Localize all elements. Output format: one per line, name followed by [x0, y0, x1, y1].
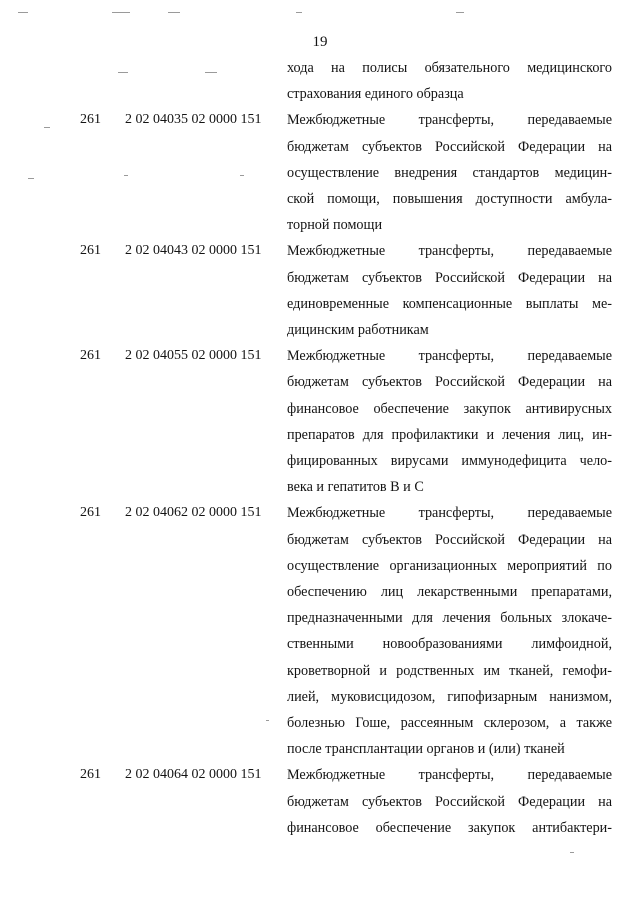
description-line: торной помощи: [287, 217, 383, 234]
table-row: [0, 500, 640, 762]
row-description: [287, 500, 612, 762]
scan-speck: [18, 12, 28, 13]
admin-code: 261: [80, 505, 101, 521]
row-description: [287, 343, 612, 500]
description-line: препаратов для профилактики и лечения лиц, ин-: [287, 426, 612, 443]
description-line: лией, муковисцидозом, гипофизарным нанизмом,: [287, 688, 612, 705]
description-line: Межбюджетные трансферты, передаваемые: [287, 243, 612, 260]
description-line: дицинским работникам: [287, 322, 429, 339]
table-row: [0, 343, 640, 500]
row-description: [287, 55, 612, 107]
description-line: после трансплантации органов и (или) тканей: [287, 741, 565, 758]
table-row: [0, 238, 640, 343]
description-line: бюджетам субъектов Российской Федерации на: [287, 531, 612, 548]
admin-code: 261: [80, 243, 101, 259]
description-line: кроветворной и родственных им тканей, гемофи-: [287, 662, 612, 679]
description-line: бюджетам субъектов Российской Федерации на: [287, 269, 612, 286]
description-line: Межбюджетные трансферты, передаваемые: [287, 505, 612, 522]
admin-code: 261: [80, 348, 101, 364]
description-line: предназначенными для лечения больных злокаче-: [287, 610, 612, 627]
scan-speck: [124, 175, 128, 176]
description-line: Межбюджетные трансферты, передаваемые: [287, 767, 612, 784]
scan-speck: [456, 12, 464, 13]
scan-speck: [44, 127, 50, 128]
classification-code: 2 02 04055 02 0000 151: [125, 348, 262, 364]
scan-speck: [112, 12, 130, 13]
page-number: 19: [312, 34, 328, 50]
table-row: [0, 762, 640, 841]
classification-code: 2 02 04035 02 0000 151: [125, 112, 262, 128]
scan-speck: [28, 178, 34, 179]
description-line: осуществление организационных мероприятий по: [287, 557, 612, 574]
scan-speck: [296, 12, 302, 13]
scan-speck: [118, 72, 128, 73]
description-line: Межбюджетные трансферты, передаваемые: [287, 112, 612, 129]
table-row: [0, 55, 640, 107]
description-line: бюджетам субъектов Российской Федерации на: [287, 793, 612, 810]
scan-speck: [266, 720, 269, 721]
table-row: [0, 107, 640, 238]
description-line: осуществление внедрения стандартов медицин-: [287, 164, 612, 181]
budget-classification-table: [0, 55, 640, 841]
scan-speck: [205, 72, 217, 73]
description-line: ственными новообразованиями лимфоидной,: [287, 636, 612, 653]
scan-speck: [570, 852, 574, 853]
classification-code: 2 02 04064 02 0000 151: [125, 767, 262, 783]
classification-code: 2 02 04062 02 0000 151: [125, 505, 262, 521]
description-line: обеспечению лиц лекарственными препаратами,: [287, 584, 612, 601]
description-line: века и гепатитов В и С: [287, 479, 424, 496]
admin-code: 261: [80, 767, 101, 783]
row-description: [287, 762, 612, 841]
row-description: [287, 238, 612, 343]
description-line: ской помощи, повышения доступности амбула-: [287, 191, 612, 208]
description-line: фицированных вирусами иммунодефицита чело-: [287, 453, 612, 470]
description-line: финансовое обеспечение закупок антибактери-: [287, 819, 612, 836]
scan-speck: [240, 175, 244, 176]
description-line: болезнью Гоше, рассеянным склерозом, а также: [287, 715, 612, 732]
description-line: бюджетам субъектов Российской Федерации на: [287, 374, 612, 391]
admin-code: 261: [80, 112, 101, 128]
description-line: единовременные компенсационные выплаты ме-: [287, 295, 612, 312]
description-line: бюджетам субъектов Российской Федерации на: [287, 138, 612, 155]
row-description: [287, 107, 612, 238]
description-line: финансовое обеспечение закупок антивирусных: [287, 400, 612, 417]
description-line: хода на полисы обязательного медицинского: [287, 60, 612, 76]
classification-code: 2 02 04043 02 0000 151: [125, 243, 262, 259]
description-line: страхования единого образца: [287, 86, 464, 103]
scan-speck: [168, 12, 180, 13]
description-line: Межбюджетные трансферты, передаваемые: [287, 348, 612, 365]
